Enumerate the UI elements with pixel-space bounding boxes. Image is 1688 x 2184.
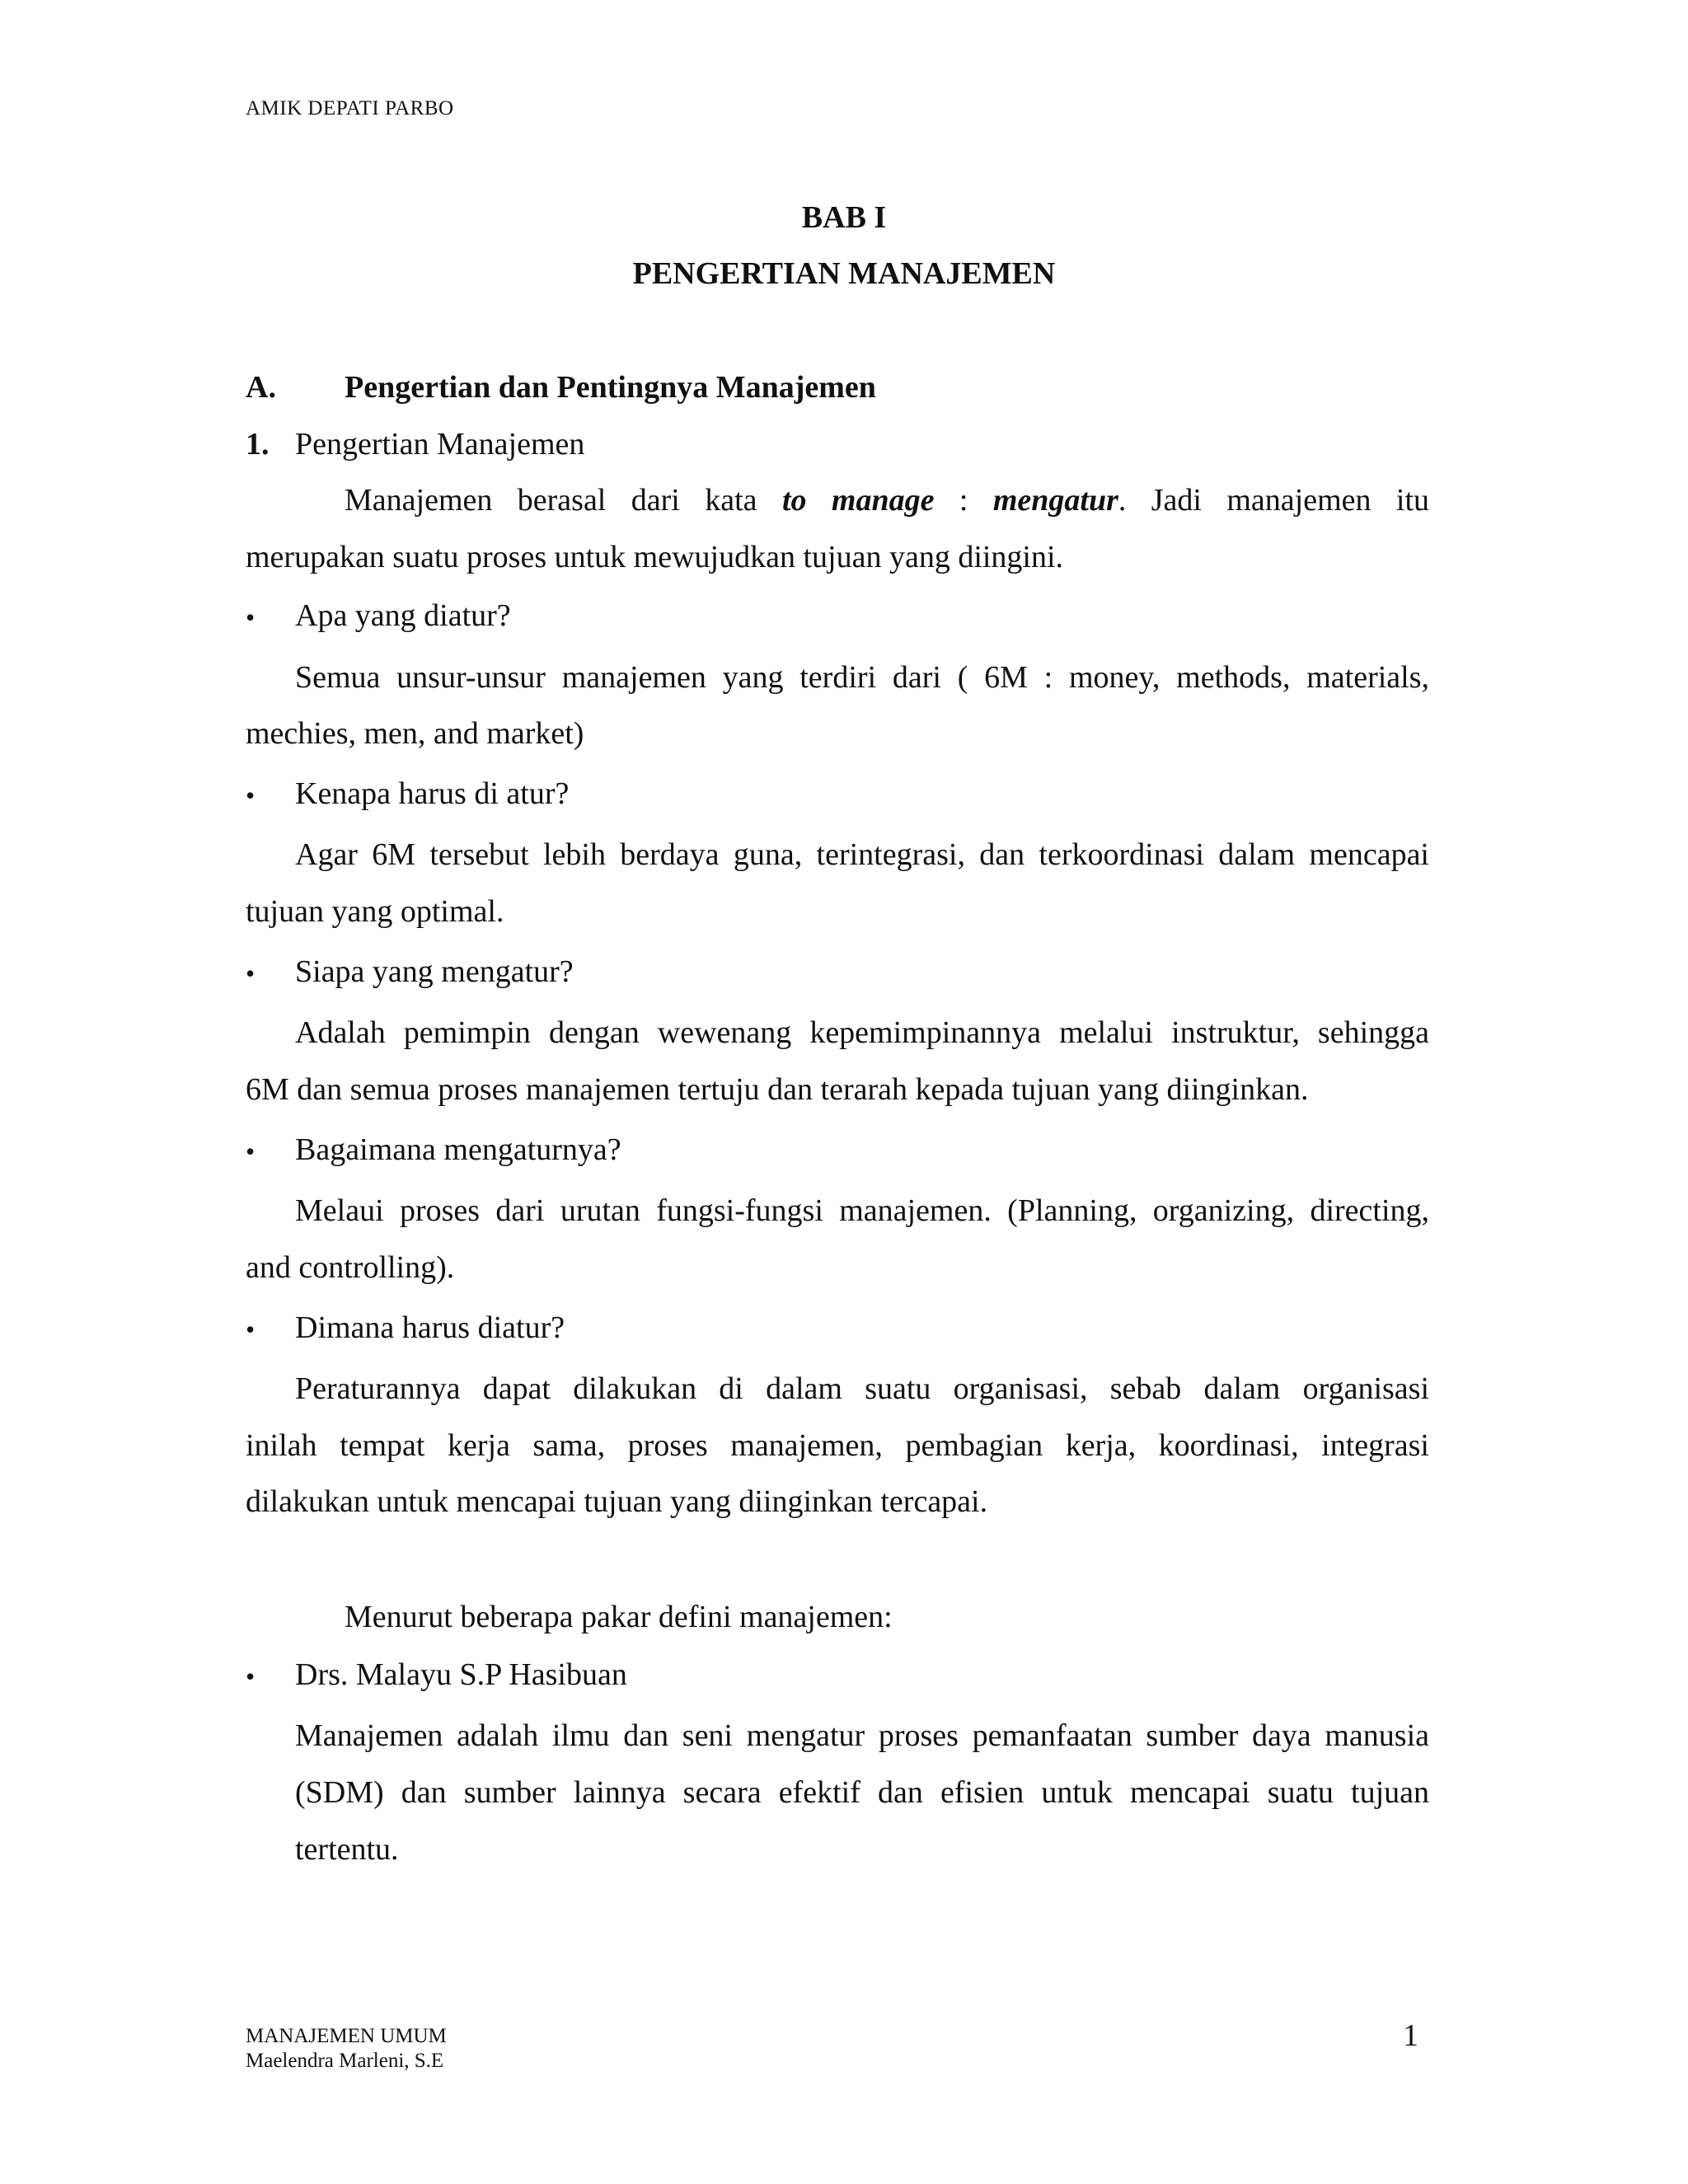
answer-1-line-1: Semua unsur-unsur manajemen yang terdiri dari ( 6M : money, methods, materials, (295, 660, 1429, 695)
bullet-icon: • (246, 780, 256, 810)
subsection-heading (246, 426, 585, 462)
intro-colon: : (959, 483, 968, 518)
subsection-number: 1. (246, 427, 270, 462)
section-heading (246, 369, 876, 405)
bullet-icon: • (246, 958, 256, 988)
bullet-icon: • (246, 602, 256, 632)
expert-definition-line-3: tertentu. (295, 1832, 399, 1867)
subsection-title: Pengertian Manajemen (295, 427, 585, 462)
question-4: Bagaimana mengaturnya? (295, 1132, 621, 1167)
section-title: Pengertian dan Pentingnya Manajemen (345, 370, 876, 405)
answer-1-line-2: mechies, men, and market) (246, 716, 584, 751)
footer-course: MANAJEMEN UMUM (246, 2025, 447, 2047)
answer-5-line-3: dilakukan untuk mencapai tujuan yang diinginkan tercapai. (246, 1484, 988, 1519)
intro-text-2: . Jadi manajemen itu (1118, 483, 1430, 518)
intro-term-to-manage: to manage (781, 483, 935, 518)
answer-5-line-1: Peraturannya dapat dilakukan di dalam suatu organisasi, sebab dalam organisasi (295, 1371, 1429, 1406)
question-2: Kenapa harus di atur? (295, 776, 570, 811)
bullet-icon: • (246, 1661, 256, 1691)
chapter-title: PENGERTIAN MANAJEMEN (632, 256, 1056, 291)
experts-intro: Menurut beberapa pakar defini manajemen: (345, 1600, 893, 1634)
answer-2-line-2: tujuan yang optimal. (246, 894, 504, 929)
running-header: AMIK DEPATI PARBO (246, 97, 454, 120)
chapter-number: BAB I (801, 200, 887, 235)
question-1: Apa yang diatur? (295, 598, 511, 633)
answer-3-line-2: 6M dan semua proses manajemen tertuju dan terarah kepada tujuan yang diinginkan. (246, 1072, 1309, 1107)
answer-4-line-2: and controlling). (246, 1250, 455, 1285)
intro-line-2: merupakan suatu proses untuk mewujudkan tujuan yang diingini. (246, 540, 1064, 574)
expert-definition-line-1: Manajemen adalah ilmu dan seni mengatur proses pemanfaatan sumber daya manusia (295, 1718, 1429, 1753)
page-number: 1 (1403, 2018, 1418, 2053)
bullet-icon: • (246, 1137, 256, 1166)
expert-name: Drs. Malayu S.P Hasibuan (295, 1657, 627, 1692)
footer-author: Maelendra Marleni, S.E (246, 2050, 444, 2072)
answer-4-line-1: Melaui proses dari urutan fungsi-fungsi manajemen. (Planning, organizing, directing, (295, 1193, 1429, 1228)
question-5: Dimana harus diatur? (295, 1310, 565, 1345)
answer-5-line-2: inilah tempat kerja sama, proses manajemen, pembagian kerja, koordinasi, integrasi (246, 1428, 1429, 1463)
intro-text-1: Manajemen berasal dari kata (345, 483, 757, 518)
answer-3-line-1: Adalah pemimpin dengan wewenang kepemimpinannya melalui instruktur, sehingga (295, 1015, 1429, 1050)
question-3: Siapa yang mengatur? (295, 954, 574, 989)
intro-term-mengatur: mengatur (992, 483, 1118, 518)
bullet-icon: • (246, 1315, 256, 1344)
intro-line-1 (345, 482, 1429, 518)
section-letter: A. (246, 370, 276, 405)
answer-2-line-1: Agar 6M tersebut lebih berdaya guna, terintegrasi, dan terkoordinasi dalam mencapai (295, 837, 1429, 872)
expert-definition-line-2: (SDM) dan sumber lainnya secara efektif dan efisien untuk mencapai suatu tujuan (295, 1775, 1429, 1810)
